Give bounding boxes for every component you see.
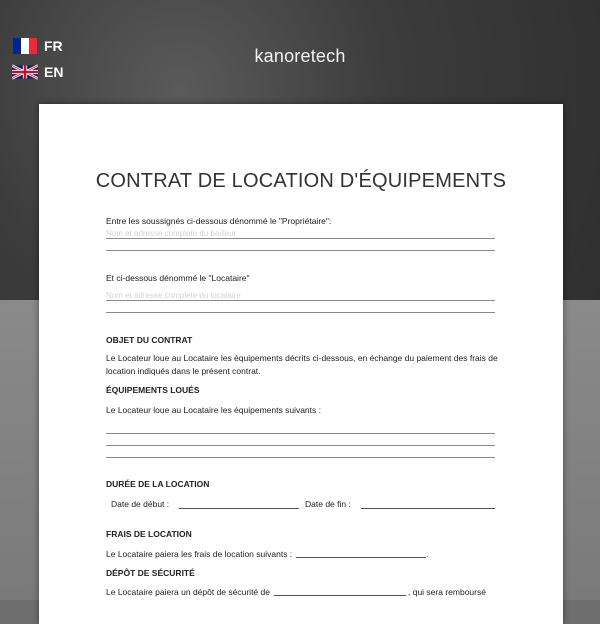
section-equipements-title: ÉQUIPEMENTS LOUÉS <box>106 385 200 395</box>
equipment-line-1[interactable] <box>106 433 495 434</box>
start-date-label: Date de début : <box>111 499 170 509</box>
tenant-line-2[interactable] <box>106 312 495 313</box>
section-depot-text-after: , qui sera remboursé <box>408 587 486 597</box>
language-fr-label: FR <box>44 38 63 54</box>
section-objet-title: OBJET DU CONTRAT <box>106 335 193 345</box>
equipment-line-2[interactable] <box>106 445 495 446</box>
language-en-label: EN <box>44 64 64 80</box>
section-depot-title: DÉPÔT DE SÉCURITÉ <box>106 568 195 578</box>
owner-placeholder: Nom et adresse complète du bailleur <box>106 229 237 238</box>
start-date-field[interactable] <box>179 508 299 509</box>
brand-logo: kanoretech <box>254 46 346 66</box>
section-objet-text: Le Locateur loue au Locataire les équipements décrits ci-dessous, en échange du paiement des frais de location indiqués dans le présent contrat. <box>106 353 498 376</box>
end-date-field[interactable] <box>361 508 495 509</box>
fees-field[interactable] <box>296 557 426 558</box>
deposit-field[interactable] <box>274 595 406 596</box>
intro-owner-text: Entre les soussignés ci-dessous dénommé le "Propriétaire": <box>106 216 332 226</box>
section-duree-title: DURÉE DE LA LOCATION <box>106 479 210 489</box>
document-title: CONTRAT DE LOCATION D'ÉQUIPEMENTS <box>95 170 507 192</box>
intro-tenant-text: Et ci-dessous dénommé le "Locataire" <box>106 273 250 283</box>
section-equipements-text: Le Locateur loue au Locataire les équipements suivants : <box>106 405 321 415</box>
owner-line-1[interactable] <box>106 238 495 239</box>
owner-line-2[interactable] <box>106 250 495 251</box>
equipment-line-3[interactable] <box>106 457 495 458</box>
section-frais-title: FRAIS DE LOCATION <box>106 529 192 539</box>
tenant-placeholder: Nom et adresse complète du locataire <box>106 291 241 300</box>
section-depot-text: Le Locataire paiera un dépôt de sécurité de <box>106 587 270 597</box>
end-date-label: Date de fin : <box>305 499 351 509</box>
section-frais-text: Le Locataire paiera les frais de location suivants : <box>106 549 293 559</box>
tenant-line-1[interactable] <box>106 300 495 301</box>
section-frais-end: . <box>426 549 429 559</box>
